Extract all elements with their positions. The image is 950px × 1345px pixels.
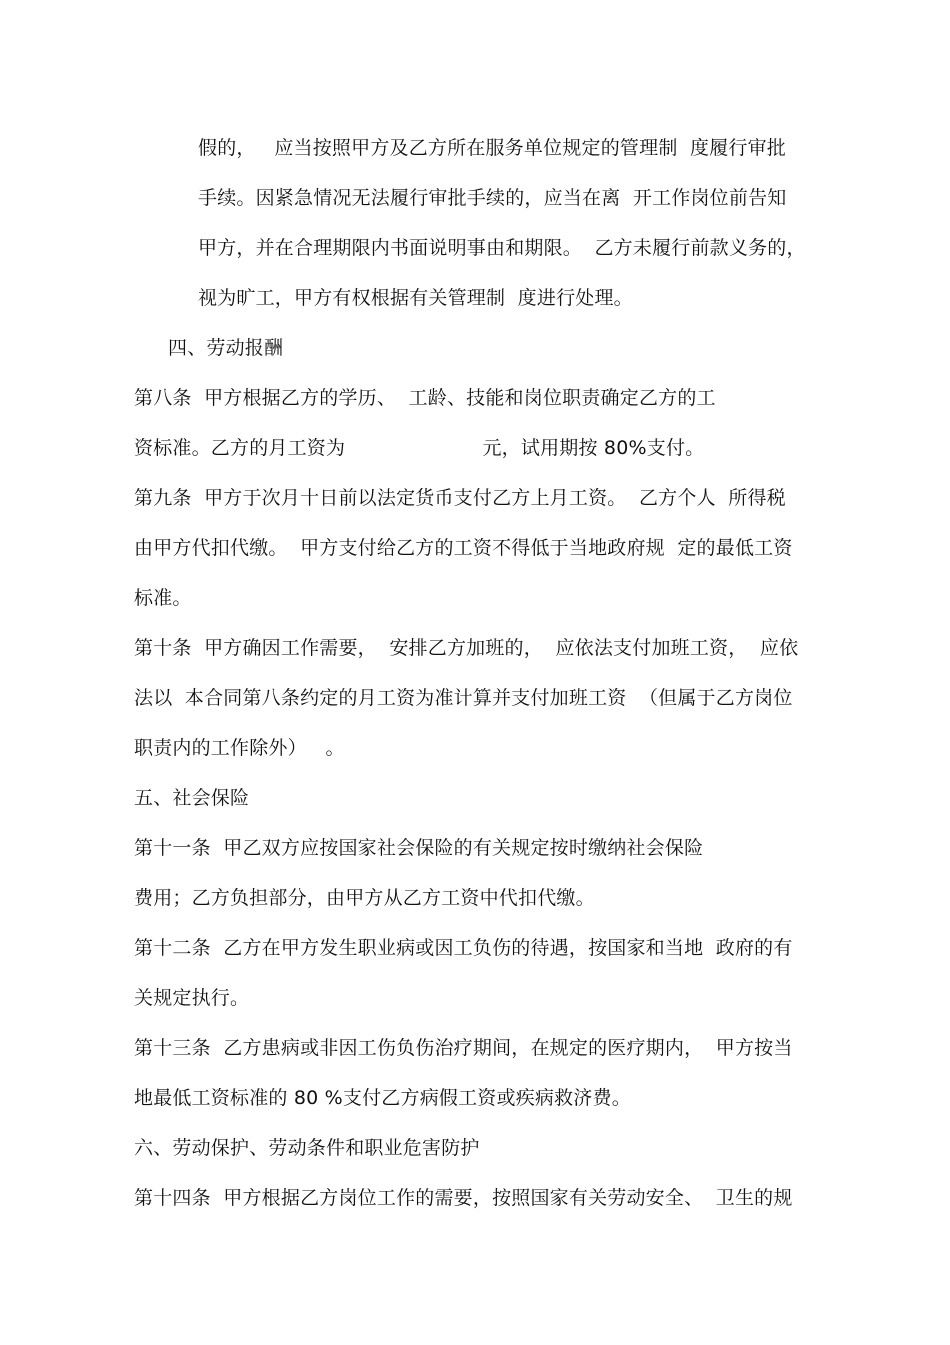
section-heading: 四、劳动报酬 bbox=[168, 337, 284, 359]
text-line: 由甲方代扣代缴。 甲方支付给乙方的工资不得低于当地政府规 定的最低工资 bbox=[134, 537, 793, 559]
text-line: 标准。 bbox=[134, 587, 192, 609]
text-line: 手续。因紧急情况无法履行审批手续的，应当在离 开工作岗位前告知 bbox=[198, 187, 787, 209]
section-heading: 五、社会保险 bbox=[134, 787, 250, 809]
text-line: 法以 本合同第八条约定的月工资为准计算并支付加班工资 （但属于乙方岗位 bbox=[134, 687, 793, 709]
text-line: 职责内的工作除外） 。 bbox=[134, 737, 345, 759]
text-line: 甲方，并在合理期限内书面说明事由和期限。 乙方未履行前款义务的， bbox=[198, 237, 806, 259]
text-line: 视为旷工，甲方有权根据有关管理制 度进行处理。 bbox=[198, 287, 633, 309]
text-line: 资标准。乙方的月工资为 元，试用期按 80%支付。 bbox=[134, 437, 705, 459]
text-line: 第九条 甲方于次月十日前以法定货币支付乙方上月工资。 乙方个人 所得税 bbox=[134, 487, 786, 509]
text-line: 第十二条 乙方在甲方发生职业病或因工负伤的待遇，按国家和当地 政府的有 bbox=[134, 937, 793, 959]
text-line: 关规定执行。 bbox=[134, 987, 250, 1009]
text-line: 第十一条 甲乙双方应按国家社会保险的有关规定按时缴纳社会保险 bbox=[134, 837, 704, 859]
text-line: 第十条 甲方确因工作需要， 安排乙方加班的， 应依法支付加班工资， 应依 bbox=[134, 637, 799, 659]
text-line: 地最低工资标准的 80 %支付乙方病假工资或疾病救济费。 bbox=[134, 1087, 631, 1109]
text-line: 假的， 应当按照甲方及乙方所在服务单位规定的管理制 度履行审批 bbox=[198, 137, 786, 159]
section-heading: 六、劳动保护、劳动条件和职业危害防护 bbox=[134, 1137, 480, 1159]
text-line: 费用；乙方负担部分，由甲方从乙方工资中代扣代缴。 bbox=[134, 887, 595, 909]
text-line: 第十三条 乙方患病或非因工伤负伤治疗期间，在规定的医疗期内， 甲方按当 bbox=[134, 1037, 793, 1059]
text-line: 第八条 甲方根据乙方的学历、 工龄、技能和岗位职责确定乙方的工 bbox=[134, 387, 716, 409]
text-line: 第十四条 甲方根据乙方岗位工作的需要，按照国家有关劳动安全、 卫生的规 bbox=[134, 1187, 793, 1209]
